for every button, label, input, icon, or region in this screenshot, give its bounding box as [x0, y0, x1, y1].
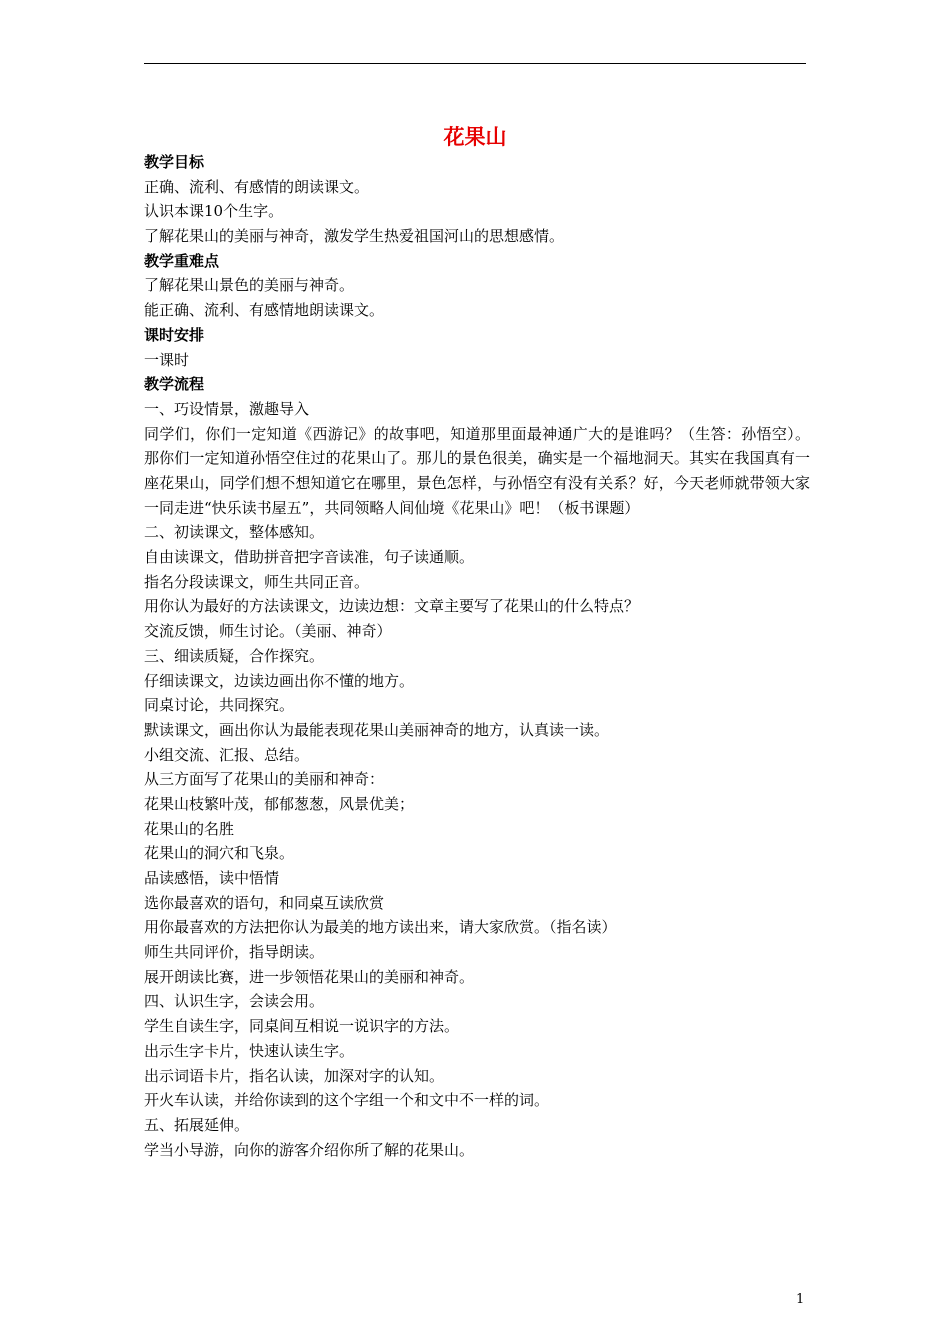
- step3-item: 花果山的洞穴和飞泉。: [144, 844, 295, 863]
- schedule-text: 一课时: [144, 350, 190, 369]
- goal-item: 了解花果山的美丽与神奇，激发学生热爱祖国河山的思想感情。: [144, 227, 565, 246]
- schedule-heading: 课时安排: [144, 325, 205, 344]
- step3-heading: 三、细读质疑，合作探究。: [144, 646, 325, 665]
- page-number: 1: [796, 1292, 805, 1307]
- focus-item: 了解花果山景色的美丽与神奇。: [144, 276, 355, 295]
- goal-item: 正确、流利、有感情的朗读课文。: [144, 177, 370, 196]
- step3-item: 同桌讨论，共同探究。: [144, 696, 295, 715]
- step3-item: 花果山的名胜: [144, 819, 235, 838]
- step3-item: 花果山枝繁叶茂，郁郁葱葱，风景优美；: [144, 794, 415, 813]
- step4-item: 出示生字卡片，快速认读生字。: [144, 1041, 355, 1060]
- step4-heading: 四、认识生字，会读会用。: [144, 992, 325, 1011]
- document-body: [144, 150, 810, 1162]
- step2-item: 用你认为最好的方法读课文，边读边想：文章主要写了花果山的什么特点？: [144, 597, 640, 616]
- step2-item: 交流反馈，师生讨论。（美丽、神奇）: [144, 622, 392, 641]
- goals-heading: 教学目标: [144, 153, 205, 171]
- step3-item: 从三方面写了花果山的美丽和神奇：: [144, 770, 385, 789]
- step2-item: 指名分段读课文，师生共同正音。: [144, 572, 370, 591]
- header-rule: [144, 63, 806, 64]
- focus-heading: 教学重难点: [144, 251, 220, 270]
- step4-item: 出示词语卡片，指名认读，加深对字的认知。: [144, 1066, 445, 1085]
- process-heading: 教学流程: [144, 375, 205, 394]
- step3-item: 师生共同评价，指导朗读。: [144, 943, 325, 962]
- step3-item: 选你最喜欢的语句，和同桌互读欣赏: [144, 893, 385, 912]
- step2-heading: 二、初读课文，整体感知。: [144, 523, 325, 542]
- step1-heading: 一、巧设情景，激趣导入: [144, 399, 310, 418]
- focus-item: 能正确、流利、有感情地朗读课文。: [144, 301, 385, 320]
- step3-item: 展开朗读比赛，进一步领悟花果山的美丽和神奇。: [144, 967, 475, 986]
- step1-paragraph: 同学们，你们一定知道《西游记》的故事吧，知道那里面最神通广大的是谁吗？（生答：孙悟空）。那你们一定知道孙悟空住过的花果山了。那儿的景色很美，确实是一个福地洞天。其实在我国真有一座花果山，同学们想不想知道它在哪里，景色怎样，与孙悟空有没有关系？好，今天老师就带领大家一同走进“快乐读书屋五”，共同领略人间仙境《花果山》吧！（板书课题）: [144, 424, 810, 517]
- step2-item: 自由读课文，借助拼音把字音读准，句子读通顺。: [144, 548, 475, 567]
- step4-item: 学生自读生字，同桌间互相说一说识字的方法。: [144, 1017, 460, 1036]
- step5-heading: 五、拓展延伸。: [144, 1115, 250, 1134]
- document-title: 花果山: [443, 125, 507, 149]
- step5-item: 学当小导游，向你的游客介绍你所了解的花果山。: [144, 1140, 475, 1159]
- step3-item: 默读课文，画出你认为最能表现花果山美丽神奇的地方，认真读一读。: [144, 720, 610, 739]
- goal-item: 认识本课10个生字。: [144, 202, 284, 221]
- step3-item: 用你最喜欢的方法把你认为最美的地方读出来，请大家欣赏。（指名读）: [144, 918, 617, 937]
- step3-item: 品读感悟，读中悟情: [144, 869, 280, 887]
- step3-item: 仔细读课文，边读边画出你不懂的地方。: [144, 671, 415, 690]
- step3-item: 小组交流、汇报、总结。: [144, 745, 310, 764]
- step4-item: 开火车认读，并给你读到的这个字组一个和文中不一样的词。: [144, 1091, 550, 1110]
